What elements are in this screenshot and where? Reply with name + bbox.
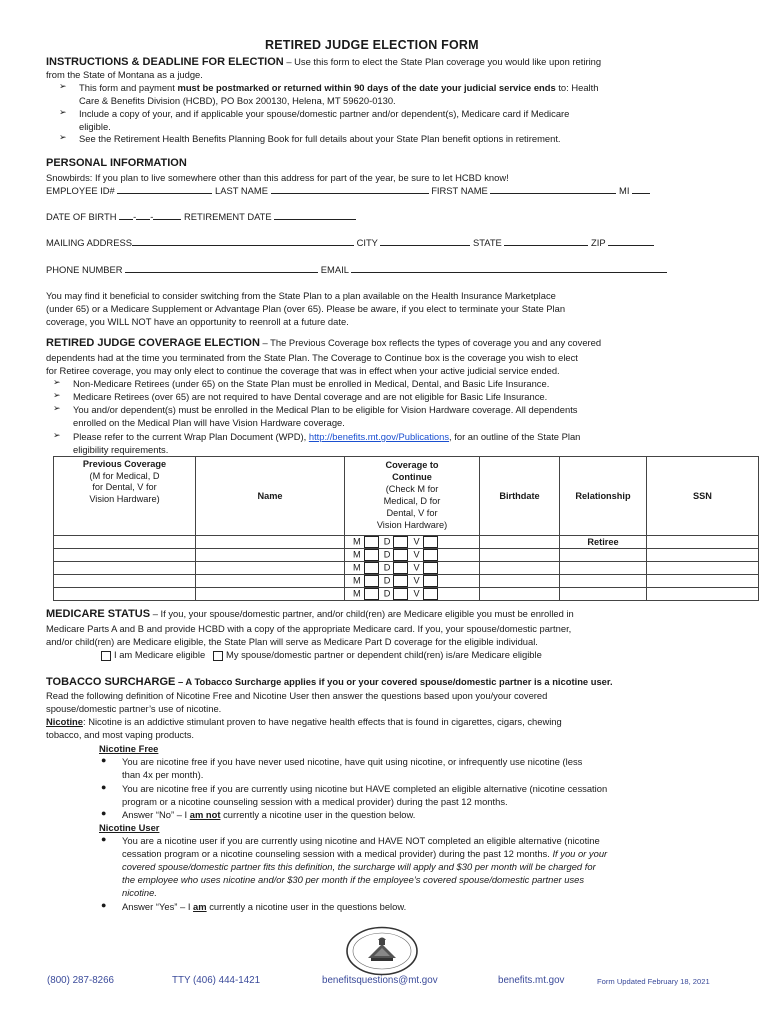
nicotine-user-1-cont4: nicotine.: [122, 887, 157, 898]
previous-coverage-cell[interactable]: [54, 549, 196, 562]
answer-yes-end: currently a nicotine user in the questions below.: [206, 901, 407, 912]
name-cell[interactable]: [196, 536, 345, 549]
m-label: M: [353, 562, 361, 573]
instruction-bullet-3: See the Retirement Health Benefits Planning Book for full details about your State Plan benefit options in retirement.: [79, 133, 561, 144]
tobacco-line-3: spouse/domestic partner’s use of nicotine.: [46, 703, 222, 714]
coverage-to-continue-header: [345, 457, 480, 536]
name-cell[interactable]: [196, 562, 345, 575]
answer-yes-text: Answer “Yes” – I: [122, 901, 194, 912]
v-label: V: [413, 549, 420, 560]
instructions-heading: INSTRUCTIONS & DEADLINE FOR ELECTION: [46, 56, 284, 68]
v-label: V: [413, 575, 420, 586]
city-label: CITY: [356, 237, 378, 248]
mailing-address-field[interactable]: [132, 236, 354, 246]
employee-id-label: EMPLOYEE ID#: [46, 185, 115, 196]
v-label: V: [413, 588, 420, 599]
dental-checkbox[interactable]: [393, 588, 408, 600]
d-label: D: [383, 549, 391, 560]
instruction-bullet-2: Include a copy of your, and if applicable your spouse/domestic partner and/or dependent(s), Medicare card if Medicare: [79, 108, 570, 119]
nicotine-def-text: : Nicotine is an addictive stimulant proven to have negative health effects that is found in cigarettes, cigars, chewing: [82, 716, 562, 727]
coverage-bullet-3-cont: enrolled on the Medical Plan will have Vision Hardware coverage.: [73, 417, 345, 428]
arrow-bullet-icon: ➢: [53, 403, 61, 413]
retirement-date-field[interactable]: [274, 210, 356, 220]
medicare-intro: – If you, your spouse/domestic partner, and/or child(ren) are Medicare eligible you must be enrolled in: [150, 608, 574, 619]
header-text: (M for Medical, D: [89, 470, 160, 481]
footer-phone: (800) 287-8266: [47, 975, 114, 986]
dob-month-field[interactable]: [119, 210, 133, 220]
medicare-dependent-label: My spouse/domestic partner or dependent child(ren) is/are Medicare eligible: [226, 649, 542, 660]
header-text: Continue: [392, 472, 432, 482]
header-text: Previous Coverage: [82, 459, 167, 469]
email-label: EMAIL: [320, 264, 349, 275]
coverage-bullet-4: [73, 430, 580, 443]
relationship-cell[interactable]: [560, 549, 647, 562]
nicotine-user-2: [122, 900, 406, 913]
header-text: Vision Hardware): [376, 520, 448, 530]
state-seal-icon: [344, 926, 420, 976]
tobacco-subheading: – A Tobacco Surcharge applies if you or your covered spouse/domestic partner is a nicotine user.: [175, 676, 613, 687]
medical-checkbox[interactable]: [364, 549, 379, 561]
dental-checkbox[interactable]: [393, 549, 408, 561]
dob-label: DATE OF BIRTH: [46, 211, 117, 222]
phone-label: PHONE NUMBER: [46, 264, 123, 275]
header-text: for Dental, V for: [92, 482, 157, 492]
coverage-intro: – The Previous Coverage box reflects the types of coverage you and any covered: [259, 337, 602, 348]
instructions-intro-2: from the State of Montana as a judge.: [46, 69, 203, 80]
coverage-checks-cell: [345, 562, 480, 575]
answer-no-bold: am not: [189, 809, 221, 820]
d-label: D: [383, 562, 391, 573]
previous-coverage-header: [54, 457, 196, 536]
last-name-label: LAST NAME: [215, 185, 268, 196]
nicotine-definition-cont: tobacco, and most vaping products.: [46, 729, 195, 740]
d-label: D: [383, 575, 391, 586]
coverage-checks-cell: [345, 588, 480, 601]
first-name-label: FIRST NAME: [431, 185, 488, 196]
ssn-cell[interactable]: [647, 575, 759, 588]
coverage-checks-cell: [345, 536, 480, 549]
medical-checkbox[interactable]: [364, 588, 379, 600]
employee-id-field[interactable]: [117, 184, 212, 194]
nicotine-free-2-cont: program or a nicotine counseling session with a medical provider) during the past 12 months.: [122, 796, 508, 807]
ssn-cell[interactable]: [647, 562, 759, 575]
mi-label: MI: [619, 185, 630, 196]
previous-coverage-cell[interactable]: [54, 575, 196, 588]
bullet-dot-icon: ●: [101, 808, 107, 818]
v-label: V: [413, 536, 420, 547]
vision-checkbox[interactable]: [423, 536, 438, 548]
m-label: M: [353, 575, 361, 586]
snowbirds-note: Snowbirds: If you plan to live somewhere other than this address for part of the year, be sure to let HCBD know!: [46, 172, 509, 183]
marketplace-note-2: (under 65) or a Medicare Supplement or Advantage Plan (over 65). Please be aware, if you elect to terminate your State Plan: [46, 303, 566, 314]
instructions-line: [46, 55, 601, 69]
dental-checkbox[interactable]: [393, 536, 408, 548]
zip-field[interactable]: [608, 236, 654, 246]
nicotine-label: Nicotine: [46, 716, 83, 727]
coverage-heading: RETIRED JUDGE COVERAGE ELECTION: [46, 337, 260, 349]
coverage-line-2: dependents had at the time you terminated from the State Plan. The Coverage to Continue box is the coverage you wish to elect: [46, 352, 578, 363]
user-text: cessation program or a nicotine counseling session with a medical provider) during the past 12 months.: [122, 848, 553, 859]
marketplace-note-1: You may find it beneficial to consider switching from the State Plan to a plan available on the Health Insurance Marketplace: [46, 290, 556, 301]
vision-checkbox[interactable]: [423, 588, 438, 600]
coverage-bullet-1: Non-Medicare Retirees (under 65) on the State Plan must be enrolled in Medical, Dental, and Basic Life Insurance.: [73, 378, 550, 389]
nicotine-user-1-cont: [122, 847, 607, 860]
ssn-cell[interactable]: [647, 536, 759, 549]
bullet-4-text: Please refer to the current Wrap Plan Document (WPD),: [73, 431, 309, 442]
dob-row: DATE OF BIRTH - - RETIREMENT DATE: [46, 210, 356, 223]
marketplace-note-3: coverage, you WILL NOT have an opportunity to reenroll at a future date.: [46, 316, 349, 327]
header-text: Dental, V for: [386, 508, 438, 518]
medicare-self-label: I am Medicare eligible: [114, 649, 206, 660]
bullet-dot-icon: ●: [101, 755, 107, 765]
medicare-line-1: [46, 607, 574, 621]
table-row: [54, 575, 759, 588]
birthdate-cell[interactable]: [480, 575, 560, 588]
birthdate-cell[interactable]: [480, 536, 560, 549]
bullet-4-end: , for an outline of the State Plan: [449, 431, 581, 442]
m-label: M: [353, 536, 361, 547]
table-row: [54, 549, 759, 562]
instructions-intro: – Use this form to elect the State Plan coverage you would like upon retiring: [283, 56, 602, 67]
nicotine-user-heading: Nicotine User: [99, 822, 160, 833]
zip-label: ZIP: [591, 237, 606, 248]
last-name-field[interactable]: [271, 184, 429, 194]
city-field[interactable]: [380, 236, 470, 246]
dental-checkbox[interactable]: [393, 575, 408, 587]
tobacco-line-1: [46, 675, 613, 689]
bullet-dot-icon: ●: [101, 900, 107, 910]
name-cell[interactable]: [196, 575, 345, 588]
coverage-line-3: for Retiree coverage, you may only elect to continue the coverage that was in effect when your active judicial service ended.: [46, 365, 560, 376]
relationship-cell[interactable]: [560, 562, 647, 575]
previous-coverage-cell[interactable]: [54, 562, 196, 575]
user-italic: If you or your: [552, 848, 608, 859]
table-header-row: [54, 457, 759, 536]
birthdate-cell[interactable]: [480, 562, 560, 575]
ssn-cell[interactable]: [647, 549, 759, 562]
medicare-self-checkbox[interactable]: [101, 651, 111, 661]
birthdate-header: Birthdate: [480, 457, 560, 536]
bullet-1-end: to: Health: [555, 82, 599, 93]
nicotine-free-3: [122, 808, 415, 821]
arrow-bullet-icon: ➢: [59, 132, 67, 142]
answer-no-text: Answer “No” – I: [122, 809, 190, 820]
medicare-line-2: Medicare Parts A and B and provide HCBD with a copy of the appropriate Medicare card. If you, your spouse/domestic partner,: [46, 623, 572, 634]
first-name-field[interactable]: [490, 184, 616, 194]
birthdate-cell[interactable]: [480, 549, 560, 562]
medical-checkbox[interactable]: [364, 575, 379, 587]
v-label: V: [413, 562, 420, 573]
arrow-bullet-icon: ➢: [59, 107, 67, 117]
arrow-bullet-icon: ➢: [59, 81, 67, 91]
bullet-1-bold: must be postmarked or returned within 90 days of the date your judicial service ends: [177, 82, 556, 93]
instruction-bullet-1-cont: Care & Benefits Division (HCBD), PO Box 200130, Helena, MT 59620-0130.: [79, 95, 396, 106]
bullet-dot-icon: ●: [101, 834, 107, 844]
state-field[interactable]: [504, 236, 588, 246]
instruction-bullet-2-cont: eligible.: [79, 121, 111, 132]
coverage-bullet-2: Medicare Retirees (over 65) are not required to have Dental coverage and are not eligible for Basic Life Insurance.: [73, 391, 548, 402]
name-row: [46, 184, 650, 197]
nicotine-free-heading: Nicotine Free: [99, 743, 159, 754]
relationship-cell[interactable]: [560, 575, 647, 588]
page-title: RETIRED JUDGE ELECTION FORM: [265, 38, 479, 52]
footer-tty: TTY (406) 444-1421: [172, 975, 261, 986]
name-cell[interactable]: [196, 549, 345, 562]
d-label: D: [383, 588, 391, 599]
bullet-1-text: This form and payment: [79, 82, 178, 93]
header-text: Coverage to: [385, 460, 439, 470]
mi-field[interactable]: [632, 184, 650, 194]
wpd-link[interactable]: http://benefits.mt.gov/Publications: [308, 431, 450, 442]
state-label: STATE: [472, 237, 502, 248]
mailing-address-label: MAILING ADDRESS: [46, 237, 132, 248]
arrow-bullet-icon: ➢: [53, 430, 61, 440]
d-label: D: [383, 536, 391, 547]
nicotine-user-1-cont3: the employee who uses nicotine and/or $30 per month if the employee’s covered spouse/domestic partner uses: [122, 874, 585, 885]
instruction-bullet-1: [79, 81, 598, 94]
m-label: M: [353, 588, 361, 599]
nicotine-free-2: You are nicotine free if you are currently using nicotine but HAVE completed an eligible alternative (nicotine cessation: [122, 783, 608, 794]
arrow-bullet-icon: ➢: [53, 377, 61, 387]
answer-no-end: currently a nicotine user in the question below.: [220, 809, 416, 820]
name-cell[interactable]: [196, 588, 345, 601]
personal-heading: PERSONAL INFORMATION: [46, 157, 187, 169]
header-text: Medical, D for: [383, 496, 441, 506]
header-text: (Check M for: [385, 484, 439, 494]
previous-coverage-cell[interactable]: [54, 536, 196, 549]
footer-email-link[interactable]: benefitsquestions@mt.gov: [322, 975, 438, 986]
medical-checkbox[interactable]: [364, 536, 379, 548]
nicotine-free-1-cont: than 4x per month).: [122, 769, 204, 780]
medicare-options: [101, 648, 542, 661]
medical-checkbox[interactable]: [364, 562, 379, 574]
footer-website-link[interactable]: benefits.mt.gov: [498, 975, 565, 986]
nicotine-free-1: You are nicotine free if you have never used nicotine, have quit using nicotine, or infrequently use nicotine (less: [122, 756, 583, 767]
bullet-dot-icon: ●: [101, 782, 107, 792]
coverage-checks-cell: [345, 575, 480, 588]
coverage-bullet-3: You and/or dependent(s) must be enrolled in the Medical Plan to be eligible for Vision Hardware coverage. All dependents: [73, 404, 578, 415]
email-field[interactable]: [351, 263, 667, 273]
phone-field[interactable]: [125, 263, 318, 273]
header-text: Vision Hardware): [89, 493, 160, 504]
coverage-bullet-4-cont: eligibility requirements.: [73, 444, 169, 455]
vision-checkbox[interactable]: [423, 549, 438, 561]
medicare-line-3: and/or child(ren) are Medicare eligible, the State Plan will serve as Medicare Part D coverage for the eligible individual.: [46, 636, 538, 647]
table-row: [54, 562, 759, 575]
vision-checkbox[interactable]: [423, 575, 438, 587]
nicotine-definition: [46, 715, 562, 728]
birthdate-cell[interactable]: [480, 588, 560, 601]
relationship-header: Relationship: [560, 457, 647, 536]
nicotine-user-1-cont2: covered spouse/domestic partner fits this definition, the surcharge will apply and $30 per month will be charged for: [122, 861, 596, 872]
relationship-cell[interactable]: [560, 588, 647, 601]
relationship-cell: Retiree: [560, 536, 647, 549]
name-header: Name: [196, 457, 345, 536]
m-label: M: [353, 549, 361, 560]
tobacco-line-2: Read the following definition of Nicotine Free and Nicotine User then answer the questions based upon you/your covered: [46, 690, 548, 701]
dob-day-field[interactable]: [136, 210, 150, 220]
nicotine-user-1: You are a nicotine user if you are currently using nicotine and HAVE NOT completed an eligible alternative (nicotine: [122, 835, 600, 846]
coverage-checks-cell: [345, 549, 480, 562]
table-row: [54, 536, 759, 549]
coverage-table: [53, 456, 759, 601]
address-row: [46, 236, 654, 249]
retirement-date-label: RETIREMENT DATE: [183, 211, 272, 222]
previous-coverage-cell[interactable]: [54, 588, 196, 601]
answer-yes-bold: am: [193, 901, 207, 912]
ssn-header: SSN: [647, 457, 759, 536]
arrow-bullet-icon: ➢: [53, 390, 61, 400]
dental-checkbox[interactable]: [393, 562, 408, 574]
ssn-cell[interactable]: [647, 588, 759, 601]
medicare-heading: MEDICARE STATUS: [46, 608, 151, 620]
dob-year-field[interactable]: [153, 210, 181, 220]
vision-checkbox[interactable]: [423, 562, 438, 574]
table-row: [54, 588, 759, 601]
phone-row: [46, 263, 667, 276]
coverage-line-1: [46, 336, 601, 350]
medicare-dependent-checkbox[interactable]: [213, 651, 223, 661]
tobacco-heading: TOBACCO SURCHARGE: [46, 676, 176, 688]
footer-updated-date: Form Updated February 18, 2021: [597, 977, 710, 986]
